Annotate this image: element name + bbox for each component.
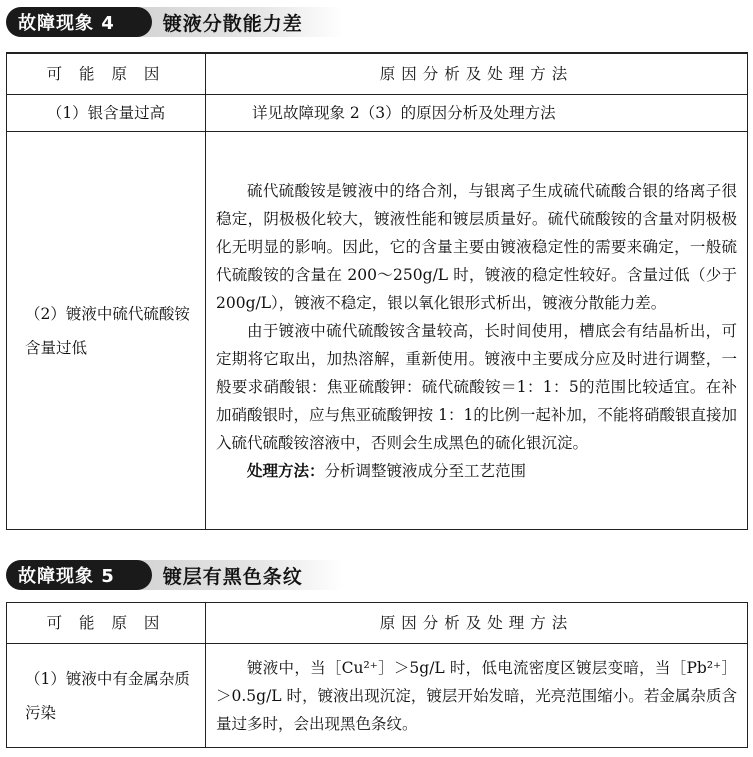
section-5-tag (6, 560, 137, 590)
table-row (7, 644, 748, 748)
section-5-tag-label: 故障现象 5 (18, 566, 115, 587)
header-analysis: 原因分析及处理方法 (206, 603, 748, 644)
treatment-method (216, 457, 737, 485)
analysis-paragraph: 镀液中，当［Cu²⁺］＞5g/L 时，低电流密度区镀层变暗，当［Pb²⁺］＞0.5g/L 时，镀液出现沉淀，镀层开始发暗，光亮范围缩小。若金属杂质含量过多时，会出现黑色条纹。 (216, 658, 737, 733)
section-4-heading (6, 5, 343, 39)
section-4-table (6, 52, 748, 530)
section-5-heading (6, 558, 343, 592)
section-4-tag-label: 故障现象 4 (18, 13, 115, 34)
header-possible-cause: 可 能 原 因 (7, 53, 206, 95)
cause-cell: （2）镀液中硫代硫酸铵含量过低 (7, 132, 206, 530)
section-4-header-row (7, 53, 748, 95)
section-5-title-bar (137, 560, 343, 590)
section-4-title: 镀液分散能力差 (162, 12, 303, 35)
section-4-tag (6, 7, 137, 37)
section-5-header-row (7, 603, 748, 644)
treatment-text: 分析调整镀液成分至工艺范围 (324, 461, 527, 480)
analysis-cell (206, 132, 748, 530)
section-5-table (6, 602, 748, 748)
header-possible-cause: 可 能 原 因 (7, 603, 206, 644)
section-4-title-bar (137, 7, 343, 37)
cause-cell: （1）银含量过高 (7, 95, 206, 132)
analysis-cell (206, 644, 748, 748)
cause-cell: （1）镀液中有金属杂质污染 (7, 644, 206, 748)
section-5-title: 镀层有黑色条纹 (162, 565, 303, 588)
table-row (7, 95, 748, 132)
table-row (7, 132, 748, 530)
header-analysis: 原因分析及处理方法 (206, 53, 748, 95)
analysis-paragraph: 由于镀液中硫代硫酸铵含量较高，长时间使用，槽底会有结晶析出，可定期将它取出，加热溶解，重新使用。镀液中主要成分应及时进行调整，一般要求硝酸银：焦亚硫酸钾：硫代硫酸铵＝1：1：5的范围比较适宜。在补加硝酸银时，应与焦亚硫酸钾按 1：1的比例一起补加，不能将硝酸银直接加入硫代硫酸铵溶液中，否则会生成黑色的硫化银沉淀。 (216, 321, 737, 452)
analysis-cell: 详见故障现象 2（3）的原因分析及处理方法 (206, 95, 748, 132)
analysis-paragraph: 硫代硫酸铵是镀液中的络合剂，与银离子生成硫代硫酸合银的络离子很稳定，阴极极化较大，镀液性能和镀层质量好。硫代硫酸铵的含量对阴极极化无明显的影响。因此，它的含量主要由镀液稳定性的需要来确定，一般硫代硫酸铵的含量在 200～250g/L 时，镀液的稳定性较好。含量过低（少于200g/L），镀液不稳定，银以氧化银形式析出，镀液分散能力差。 (216, 181, 737, 312)
treatment-label: 处理方法： (247, 460, 325, 480)
